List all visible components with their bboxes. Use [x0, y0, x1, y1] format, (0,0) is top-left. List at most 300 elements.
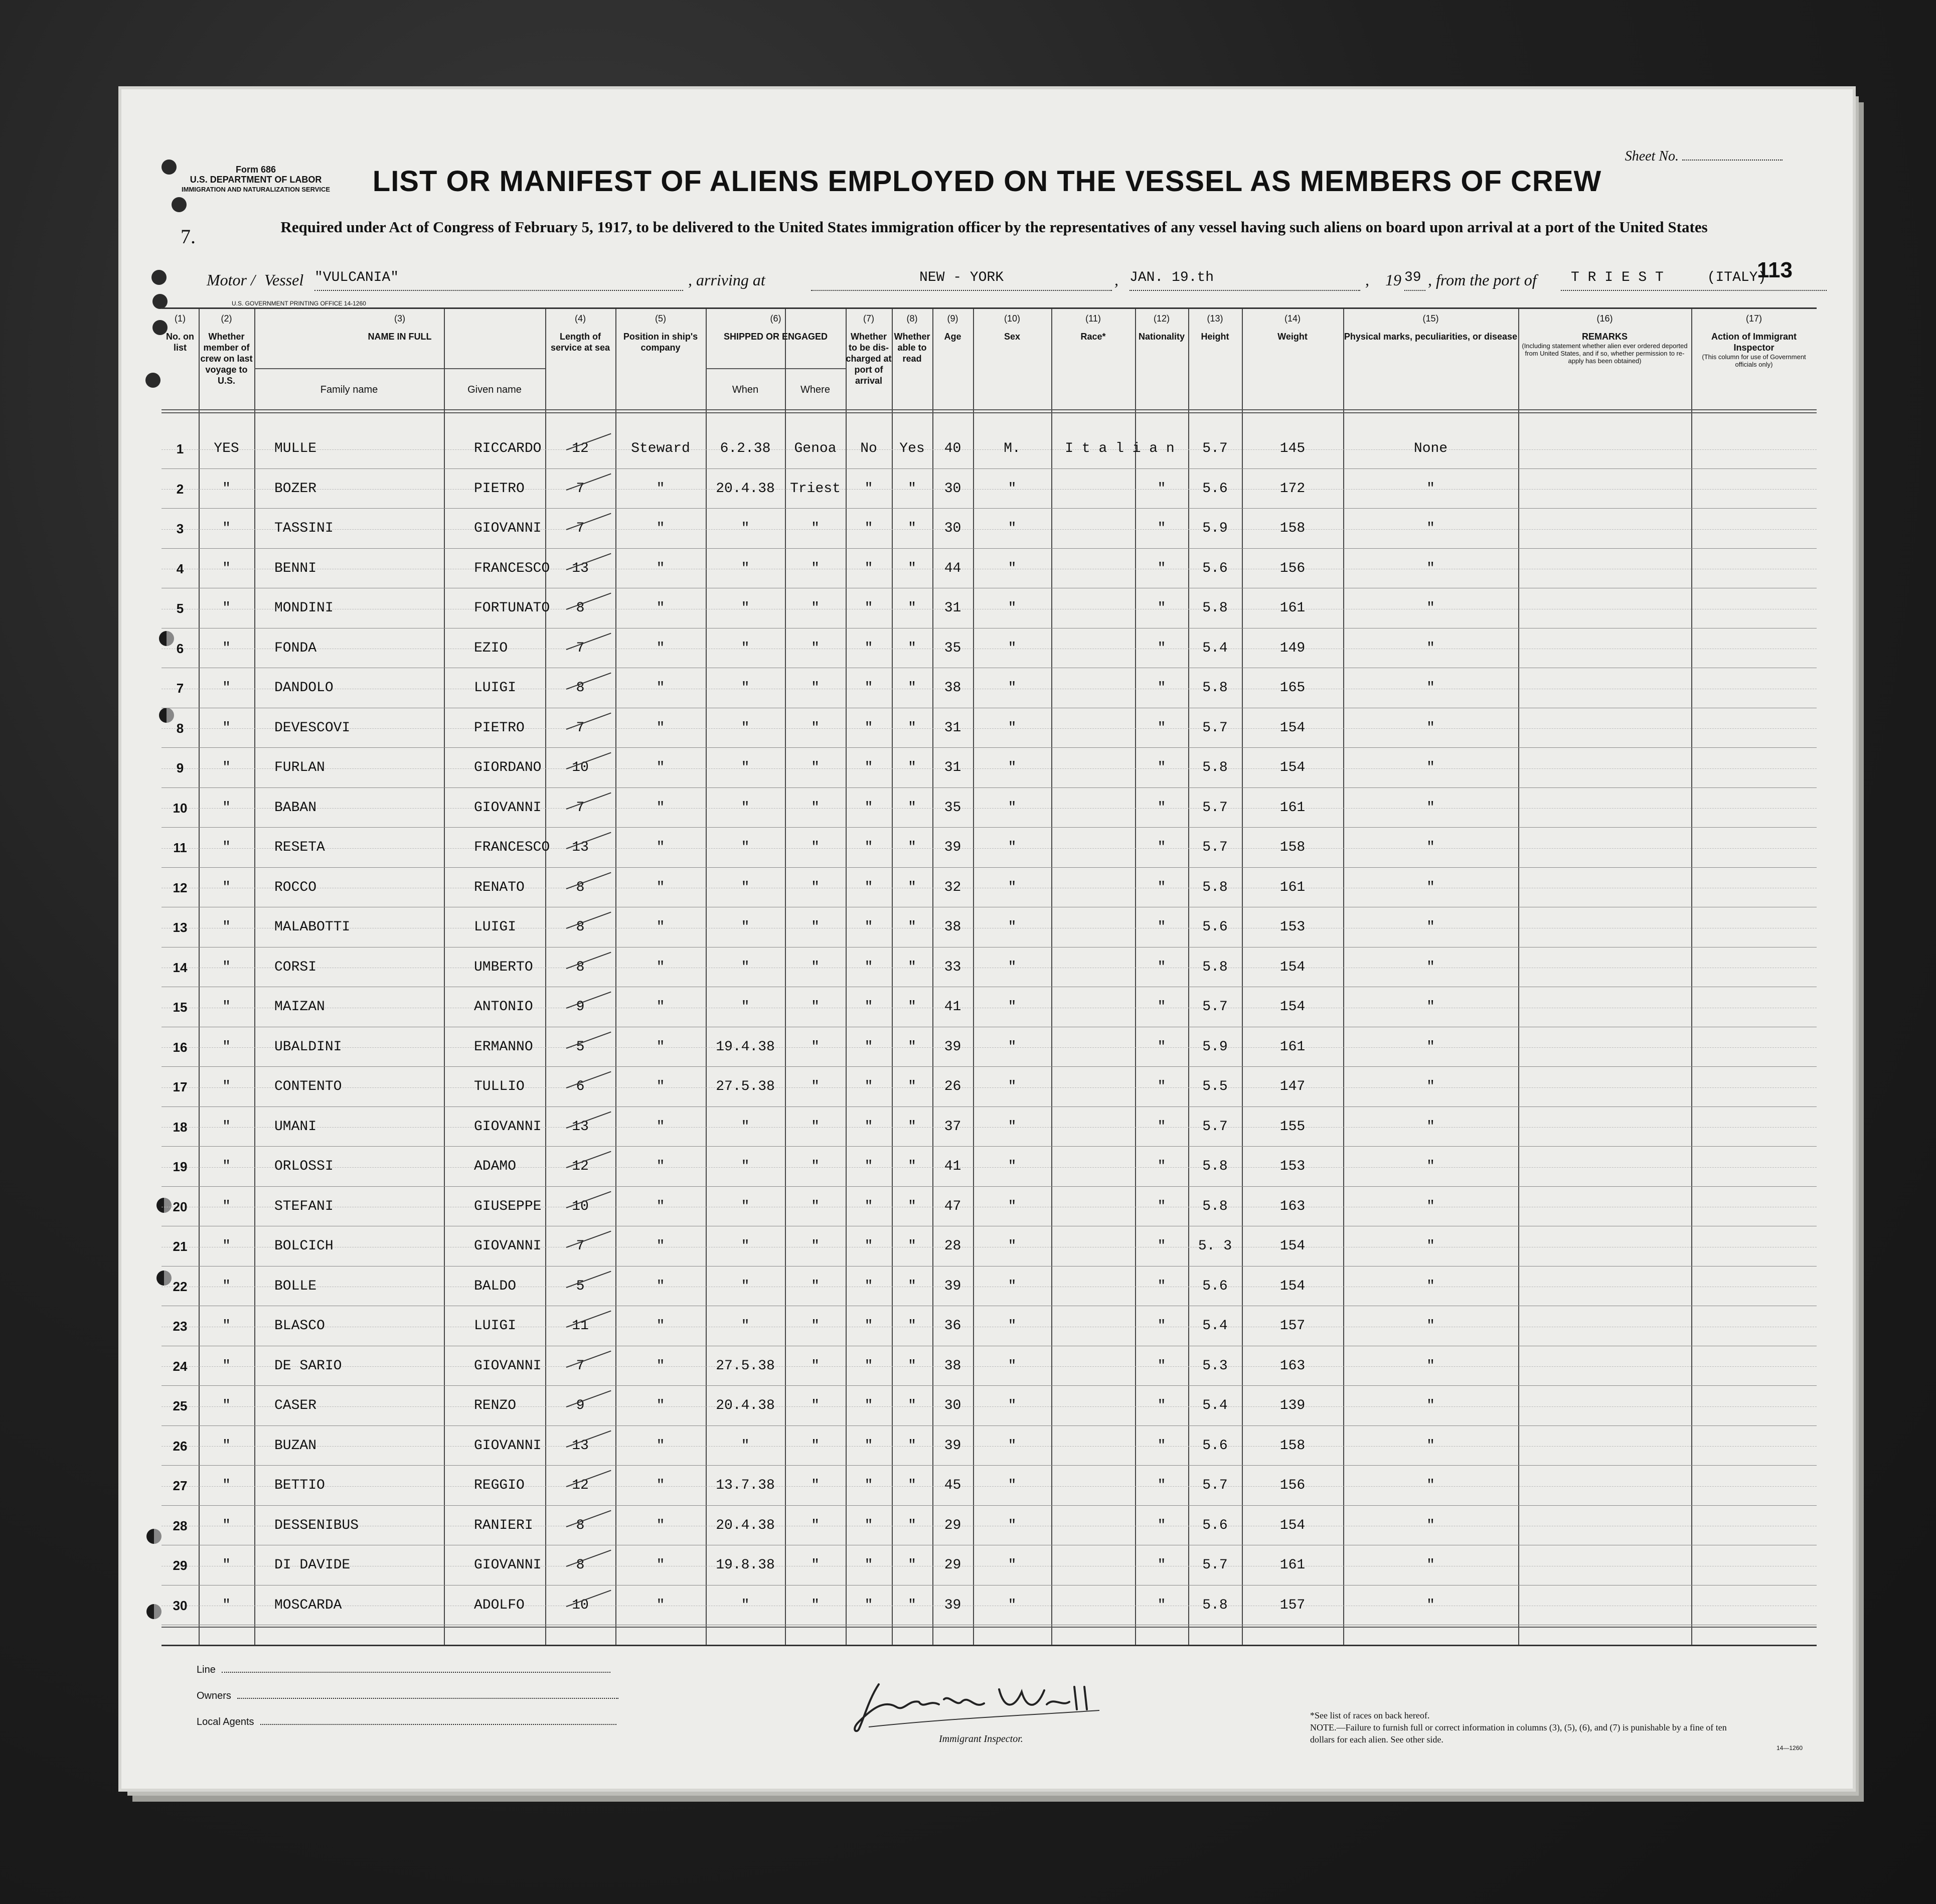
cell-service[interactable]: 9: [576, 1398, 585, 1413]
cell-discharged[interactable]: ": [864, 720, 873, 736]
cell-family[interactable]: MOSCARDA: [274, 1597, 342, 1613]
cell-marks[interactable]: ": [1426, 1398, 1435, 1413]
cell-when[interactable]: ": [741, 560, 750, 576]
cell-height[interactable]: 5.6: [1202, 1438, 1228, 1454]
cell-when[interactable]: ": [741, 640, 750, 656]
cell-where[interactable]: ": [811, 560, 820, 576]
cell-no[interactable]: 22: [173, 1279, 188, 1294]
cell-height[interactable]: 5.7: [1202, 1478, 1228, 1493]
cell-marks[interactable]: ": [1426, 680, 1435, 696]
cell-age[interactable]: 29: [944, 1557, 961, 1573]
cell-family[interactable]: BENNI: [274, 560, 317, 576]
cell-discharged[interactable]: ": [864, 1079, 873, 1094]
cell-discharged[interactable]: ": [864, 1557, 873, 1573]
cell-discharged[interactable]: ": [864, 879, 873, 895]
cell-sex[interactable]: ": [1008, 720, 1017, 736]
cell-no[interactable]: 21: [173, 1239, 188, 1254]
cell-prev[interactable]: ": [222, 1039, 231, 1055]
cell-family[interactable]: FONDA: [274, 640, 317, 656]
cell-prev[interactable]: ": [222, 1478, 231, 1493]
cell-weight[interactable]: 158: [1279, 521, 1306, 536]
cell-prev[interactable]: ": [222, 1398, 231, 1413]
cell-nationality[interactable]: ": [1157, 1198, 1166, 1214]
cell-marks[interactable]: ": [1426, 1159, 1435, 1174]
cell-discharged[interactable]: ": [864, 1159, 873, 1174]
cell-sex[interactable]: ": [1008, 1318, 1017, 1334]
cell-weight[interactable]: 154: [1279, 720, 1306, 736]
cell-age[interactable]: 31: [944, 600, 961, 616]
cell-discharged[interactable]: ": [864, 560, 873, 576]
cell-service[interactable]: 10: [572, 760, 589, 775]
cell-marks[interactable]: ": [1426, 760, 1435, 775]
cell-nationality[interactable]: ": [1157, 1119, 1166, 1135]
cell-where[interactable]: ": [811, 879, 820, 895]
cell-when[interactable]: ": [741, 1438, 750, 1454]
cell-marks[interactable]: ": [1426, 1079, 1435, 1094]
cell-discharged[interactable]: ": [864, 680, 873, 696]
cell-marks[interactable]: ": [1426, 800, 1435, 816]
cell-where[interactable]: ": [811, 1597, 820, 1613]
cell-when[interactable]: 27.5.38: [716, 1079, 775, 1094]
cell-sex[interactable]: ": [1008, 1597, 1017, 1613]
cell-sex[interactable]: ": [1008, 840, 1017, 855]
cell-position[interactable]: ": [656, 1517, 665, 1533]
cell-marks[interactable]: ": [1426, 1517, 1435, 1533]
cell-given[interactable]: ADAMO: [474, 1159, 517, 1174]
cell-when[interactable]: ": [741, 919, 750, 935]
cell-weight[interactable]: 157: [1279, 1597, 1306, 1613]
cell-weight[interactable]: 158: [1279, 1438, 1306, 1454]
cell-position[interactable]: ": [656, 1039, 665, 1055]
cell-read[interactable]: ": [908, 1119, 916, 1135]
cell-height[interactable]: 5.8: [1202, 879, 1228, 895]
cell-service[interactable]: 8: [576, 1557, 585, 1573]
cell-given[interactable]: REGGIO: [474, 1478, 525, 1493]
cell-sex[interactable]: ": [1008, 760, 1017, 775]
cell-prev[interactable]: ": [222, 481, 231, 497]
cell-marks[interactable]: ": [1426, 1198, 1435, 1214]
cell-no[interactable]: 29: [173, 1558, 188, 1573]
cell-age[interactable]: 45: [944, 1478, 961, 1493]
cell-given[interactable]: GIOVANNI: [474, 1358, 542, 1374]
cell-where[interactable]: ": [811, 1318, 820, 1334]
cell-where[interactable]: Triest: [790, 481, 841, 497]
cell-weight[interactable]: 157: [1279, 1318, 1306, 1334]
cell-discharged[interactable]: ": [864, 1478, 873, 1493]
cell-when[interactable]: ": [741, 840, 750, 855]
cell-when[interactable]: ": [741, 680, 750, 696]
cell-nationality[interactable]: ": [1157, 1318, 1166, 1334]
cell-prev[interactable]: ": [222, 760, 231, 775]
cell-when[interactable]: ": [741, 999, 750, 1015]
cell-family[interactable]: CASER: [274, 1398, 317, 1413]
cell-when[interactable]: ": [741, 1278, 750, 1294]
cell-marks[interactable]: ": [1426, 1557, 1435, 1573]
cell-height[interactable]: 5.6: [1202, 1517, 1228, 1533]
cell-age[interactable]: 38: [944, 919, 961, 935]
cell-sex[interactable]: ": [1008, 640, 1017, 656]
cell-nationality[interactable]: ": [1157, 760, 1166, 775]
cell-sex[interactable]: ": [1008, 1278, 1017, 1294]
cell-position[interactable]: ": [656, 1318, 665, 1334]
cell-family[interactable]: BETTIO: [274, 1478, 325, 1493]
cell-position[interactable]: ": [656, 879, 665, 895]
cell-discharged[interactable]: ": [864, 481, 873, 497]
cell-given[interactable]: GIOVANNI: [474, 1238, 542, 1254]
cell-height[interactable]: 5.8: [1202, 760, 1228, 775]
cell-position[interactable]: ": [656, 560, 665, 576]
cell-position[interactable]: ": [656, 1119, 665, 1135]
cell-where[interactable]: ": [811, 800, 820, 816]
sheet-number-field[interactable]: [1682, 160, 1783, 161]
cell-marks[interactable]: ": [1426, 1318, 1435, 1334]
cell-where[interactable]: ": [811, 1278, 820, 1294]
cell-nationality[interactable]: ": [1157, 1278, 1166, 1294]
cell-height[interactable]: 5.9: [1202, 1039, 1228, 1055]
cell-prev[interactable]: ": [222, 1278, 231, 1294]
cell-sex[interactable]: ": [1008, 1039, 1017, 1055]
cell-nationality[interactable]: ": [1157, 1358, 1166, 1374]
cell-where[interactable]: ": [811, 919, 820, 935]
cell-no[interactable]: 28: [173, 1518, 188, 1533]
cell-when[interactable]: ": [741, 879, 750, 895]
cell-no[interactable]: 10: [173, 800, 188, 816]
cell-service[interactable]: 8: [576, 919, 585, 935]
cell-read[interactable]: ": [908, 879, 916, 895]
cell-prev[interactable]: ": [222, 1198, 231, 1214]
cell-marks[interactable]: ": [1426, 919, 1435, 935]
cell-given[interactable]: GIOVANNI: [474, 1119, 542, 1135]
cell-sex[interactable]: ": [1008, 1517, 1017, 1533]
cell-prev[interactable]: ": [222, 1318, 231, 1334]
cell-position[interactable]: ": [656, 1238, 665, 1254]
cell-marks[interactable]: ": [1426, 1119, 1435, 1135]
cell-when[interactable]: ": [741, 521, 750, 536]
cell-given[interactable]: FRANCESCO: [474, 560, 550, 576]
cell-no[interactable]: 19: [173, 1159, 188, 1174]
cell-weight[interactable]: 172: [1279, 481, 1306, 497]
cell-where[interactable]: ": [811, 840, 820, 855]
cell-no[interactable]: 12: [173, 880, 188, 895]
cell-read[interactable]: ": [908, 720, 916, 736]
cell-no[interactable]: 1: [176, 441, 184, 456]
cell-weight[interactable]: 163: [1279, 1358, 1306, 1374]
cell-marks[interactable]: ": [1426, 1039, 1435, 1055]
cell-position[interactable]: ": [656, 919, 665, 935]
cell-race[interactable]: I t a l i a n: [1065, 441, 1175, 456]
cell-where[interactable]: ": [811, 1119, 820, 1135]
cell-sex[interactable]: ": [1008, 680, 1017, 696]
cell-age[interactable]: 41: [944, 1159, 961, 1174]
cell-height[interactable]: 5.6: [1202, 1278, 1228, 1294]
cell-where[interactable]: ": [811, 1438, 820, 1454]
cell-read[interactable]: ": [908, 959, 916, 975]
cell-prev[interactable]: ": [222, 1159, 231, 1174]
cell-prev[interactable]: ": [222, 720, 231, 736]
cell-nationality[interactable]: ": [1157, 959, 1166, 975]
cell-when[interactable]: ": [741, 800, 750, 816]
cell-read[interactable]: ": [908, 521, 916, 536]
cell-no[interactable]: 26: [173, 1438, 188, 1454]
cell-weight[interactable]: 155: [1279, 1119, 1306, 1135]
cell-where[interactable]: ": [811, 1478, 820, 1493]
cell-marks[interactable]: ": [1426, 521, 1435, 536]
cell-age[interactable]: 26: [944, 1079, 961, 1094]
cell-nationality[interactable]: ": [1157, 879, 1166, 895]
cell-nationality[interactable]: ": [1157, 1079, 1166, 1094]
cell-discharged[interactable]: ": [864, 1119, 873, 1135]
cell-weight[interactable]: 153: [1279, 919, 1306, 935]
cell-family[interactable]: STEFANI: [274, 1198, 334, 1214]
cell-marks[interactable]: ": [1426, 840, 1435, 855]
cell-service[interactable]: 5: [576, 1278, 585, 1294]
cell-read[interactable]: ": [908, 840, 916, 855]
cell-weight[interactable]: 165: [1279, 680, 1306, 696]
cell-nationality[interactable]: ": [1157, 560, 1166, 576]
cell-given[interactable]: GIOVANNI: [474, 521, 542, 536]
cell-discharged[interactable]: ": [864, 760, 873, 775]
cell-read[interactable]: ": [908, 680, 916, 696]
cell-weight[interactable]: 145: [1279, 441, 1306, 456]
cell-read[interactable]: ": [908, 1438, 916, 1454]
cell-prev[interactable]: ": [222, 600, 231, 616]
cell-service[interactable]: 8: [576, 680, 585, 696]
cell-position[interactable]: ": [656, 1278, 665, 1294]
cell-read[interactable]: ": [908, 1159, 916, 1174]
cell-given[interactable]: EZIO: [474, 640, 508, 656]
cell-no[interactable]: 7: [176, 681, 184, 696]
cell-weight[interactable]: 154: [1279, 760, 1306, 775]
cell-family[interactable]: MULLE: [274, 441, 317, 456]
cell-service[interactable]: 8: [576, 600, 585, 616]
cell-height[interactable]: 5.4: [1202, 1398, 1228, 1413]
cell-no[interactable]: 11: [173, 840, 187, 855]
cell-service[interactable]: 9: [576, 999, 585, 1015]
cell-discharged[interactable]: ": [864, 919, 873, 935]
cell-position[interactable]: ": [656, 800, 665, 816]
cell-service[interactable]: 12: [572, 1478, 589, 1493]
cell-prev[interactable]: ": [222, 1119, 231, 1135]
cell-where[interactable]: ": [811, 720, 820, 736]
cell-prev[interactable]: ": [222, 1079, 231, 1094]
cell-age[interactable]: 47: [944, 1198, 961, 1214]
cell-age[interactable]: 31: [944, 720, 961, 736]
cell-sex[interactable]: ": [1008, 999, 1017, 1015]
cell-discharged[interactable]: ": [864, 1318, 873, 1334]
cell-service[interactable]: 13: [572, 1119, 589, 1135]
cell-age[interactable]: 30: [944, 1398, 961, 1413]
cell-position[interactable]: ": [656, 481, 665, 497]
cell-age[interactable]: 39: [944, 840, 961, 855]
cell-where[interactable]: ": [811, 1358, 820, 1374]
cell-position[interactable]: ": [656, 521, 665, 536]
cell-service[interactable]: 7: [576, 720, 585, 736]
cell-height[interactable]: 5.7: [1202, 999, 1228, 1015]
cell-where[interactable]: ": [811, 959, 820, 975]
cell-age[interactable]: 38: [944, 680, 961, 696]
cell-marks[interactable]: ": [1426, 1278, 1435, 1294]
cell-position[interactable]: Steward: [631, 441, 690, 456]
cell-when[interactable]: ": [741, 1159, 750, 1174]
year-suffix-field[interactable]: [1404, 270, 1425, 291]
cell-discharged[interactable]: ": [864, 1438, 873, 1454]
cell-prev[interactable]: ": [222, 879, 231, 895]
cell-given[interactable]: PIETRO: [474, 720, 525, 736]
cell-discharged[interactable]: ": [864, 1597, 873, 1613]
cell-weight[interactable]: 154: [1279, 1278, 1306, 1294]
cell-height[interactable]: 5.7: [1202, 720, 1228, 736]
cell-weight[interactable]: 147: [1279, 1079, 1306, 1094]
cell-sex[interactable]: ": [1008, 521, 1017, 536]
cell-height[interactable]: 5.9: [1202, 521, 1228, 536]
cell-marks[interactable]: ": [1426, 1438, 1435, 1454]
cell-where[interactable]: ": [811, 1079, 820, 1094]
cell-sex[interactable]: ": [1008, 1358, 1017, 1374]
cell-no[interactable]: 30: [173, 1598, 188, 1613]
cell-nationality[interactable]: ": [1157, 481, 1166, 497]
cell-weight[interactable]: 161: [1279, 1039, 1306, 1055]
cell-sex[interactable]: ": [1008, 1557, 1017, 1573]
cell-given[interactable]: PIETRO: [474, 481, 525, 497]
local-agents-field[interactable]: [260, 1724, 616, 1725]
cell-prev[interactable]: ": [222, 1238, 231, 1254]
cell-service[interactable]: 7: [576, 481, 585, 497]
cell-marks[interactable]: ": [1426, 1358, 1435, 1374]
cell-height[interactable]: 5.8: [1202, 1159, 1228, 1174]
cell-family[interactable]: BLASCO: [274, 1318, 325, 1334]
cell-when[interactable]: ": [741, 1198, 750, 1214]
cell-weight[interactable]: 161: [1279, 879, 1306, 895]
cell-weight[interactable]: 153: [1279, 1159, 1306, 1174]
cell-marks[interactable]: ": [1426, 640, 1435, 656]
cell-no[interactable]: 6: [176, 641, 184, 656]
cell-no[interactable]: 23: [173, 1319, 188, 1334]
cell-prev[interactable]: ": [222, 1597, 231, 1613]
cell-height[interactable]: 5.3: [1202, 1358, 1228, 1374]
cell-sex[interactable]: ": [1008, 800, 1017, 816]
cell-weight[interactable]: 161: [1279, 600, 1306, 616]
cell-when[interactable]: ": [741, 720, 750, 736]
cell-height[interactable]: 5.4: [1202, 1318, 1228, 1334]
cell-marks[interactable]: ": [1426, 481, 1435, 497]
cell-discharged[interactable]: ": [864, 959, 873, 975]
cell-nationality[interactable]: ": [1157, 1438, 1166, 1454]
cell-family[interactable]: DI DAVIDE: [274, 1557, 351, 1573]
cell-when[interactable]: 19.8.38: [716, 1557, 775, 1573]
cell-age[interactable]: 39: [944, 1278, 961, 1294]
cell-nationality[interactable]: ": [1157, 919, 1166, 935]
cell-read[interactable]: ": [908, 1238, 916, 1254]
cell-where[interactable]: Genoa: [794, 441, 837, 456]
cell-sex[interactable]: ": [1008, 481, 1017, 497]
cell-read[interactable]: ": [908, 1278, 916, 1294]
cell-height[interactable]: 5.7: [1202, 1119, 1228, 1135]
cell-position[interactable]: ": [656, 1198, 665, 1214]
cell-service[interactable]: 5: [576, 1039, 585, 1055]
cell-family[interactable]: ORLOSSI: [274, 1159, 334, 1174]
cell-given[interactable]: UMBERTO: [474, 959, 533, 975]
cell-no[interactable]: 14: [173, 960, 188, 975]
cell-discharged[interactable]: ": [864, 1517, 873, 1533]
cell-given[interactable]: BALDO: [474, 1278, 517, 1294]
cell-position[interactable]: ": [656, 1079, 665, 1094]
cell-age[interactable]: 31: [944, 760, 961, 775]
cell-read[interactable]: ": [908, 999, 916, 1015]
cell-sex[interactable]: ": [1008, 560, 1017, 576]
cell-read[interactable]: ": [908, 640, 916, 656]
cell-prev[interactable]: ": [222, 640, 231, 656]
cell-family[interactable]: BUZAN: [274, 1438, 317, 1454]
vessel-name-field[interactable]: [314, 270, 683, 291]
cell-given[interactable]: GIUSEPPE: [474, 1198, 542, 1214]
cell-read[interactable]: ": [908, 1198, 916, 1214]
cell-no[interactable]: 5: [176, 601, 184, 616]
cell-age[interactable]: 41: [944, 999, 961, 1015]
cell-prev[interactable]: ": [222, 680, 231, 696]
cell-service[interactable]: 6: [576, 1079, 585, 1094]
cell-family[interactable]: RESETA: [274, 840, 325, 855]
cell-service[interactable]: 12: [572, 1159, 589, 1174]
cell-age[interactable]: 36: [944, 1318, 961, 1334]
cell-age[interactable]: 37: [944, 1119, 961, 1135]
cell-where[interactable]: ": [811, 600, 820, 616]
cell-service[interactable]: 7: [576, 1238, 585, 1254]
cell-discharged[interactable]: ": [864, 640, 873, 656]
cell-no[interactable]: 20: [173, 1199, 188, 1214]
cell-given[interactable]: GIOVANNI: [474, 1557, 542, 1573]
cell-service[interactable]: 13: [572, 1438, 589, 1454]
cell-where[interactable]: ": [811, 1517, 820, 1533]
cell-given[interactable]: LUIGI: [474, 919, 517, 935]
cell-position[interactable]: ": [656, 1557, 665, 1573]
cell-when[interactable]: ": [741, 1597, 750, 1613]
cell-prev[interactable]: ": [222, 1557, 231, 1573]
cell-height[interactable]: 5.6: [1202, 560, 1228, 576]
cell-read[interactable]: ": [908, 1478, 916, 1493]
cell-service[interactable]: 13: [572, 560, 589, 576]
cell-when[interactable]: 20.4.38: [716, 481, 775, 497]
cell-given[interactable]: RICCARDO: [474, 441, 542, 456]
cell-sex[interactable]: ": [1008, 1238, 1017, 1254]
cell-age[interactable]: 32: [944, 879, 961, 895]
cell-sex[interactable]: ": [1008, 879, 1017, 895]
cell-family[interactable]: CONTENTO: [274, 1079, 342, 1094]
cell-prev[interactable]: ": [222, 1438, 231, 1454]
cell-height[interactable]: 5.4: [1202, 640, 1228, 656]
cell-when[interactable]: ": [741, 760, 750, 775]
cell-age[interactable]: 30: [944, 481, 961, 497]
cell-given[interactable]: RANIERI: [474, 1517, 533, 1533]
cell-read[interactable]: ": [908, 600, 916, 616]
cell-discharged[interactable]: No: [860, 441, 877, 456]
cell-service[interactable]: 8: [576, 1517, 585, 1533]
cell-read[interactable]: ": [908, 1039, 916, 1055]
cell-nationality[interactable]: ": [1157, 521, 1166, 536]
cell-age[interactable]: 28: [944, 1238, 961, 1254]
cell-where[interactable]: ": [811, 1198, 820, 1214]
cell-no[interactable]: 2: [176, 481, 184, 497]
cell-marks[interactable]: ": [1426, 959, 1435, 975]
cell-given[interactable]: GIOVANNI: [474, 1438, 542, 1454]
cell-read[interactable]: ": [908, 919, 916, 935]
cell-weight[interactable]: 161: [1279, 800, 1306, 816]
cell-family[interactable]: UMANI: [274, 1119, 317, 1135]
cell-where[interactable]: ": [811, 640, 820, 656]
cell-position[interactable]: ": [656, 1398, 665, 1413]
cell-marks[interactable]: ": [1426, 1478, 1435, 1493]
cell-nationality[interactable]: ": [1157, 800, 1166, 816]
cell-no[interactable]: 24: [173, 1358, 188, 1374]
